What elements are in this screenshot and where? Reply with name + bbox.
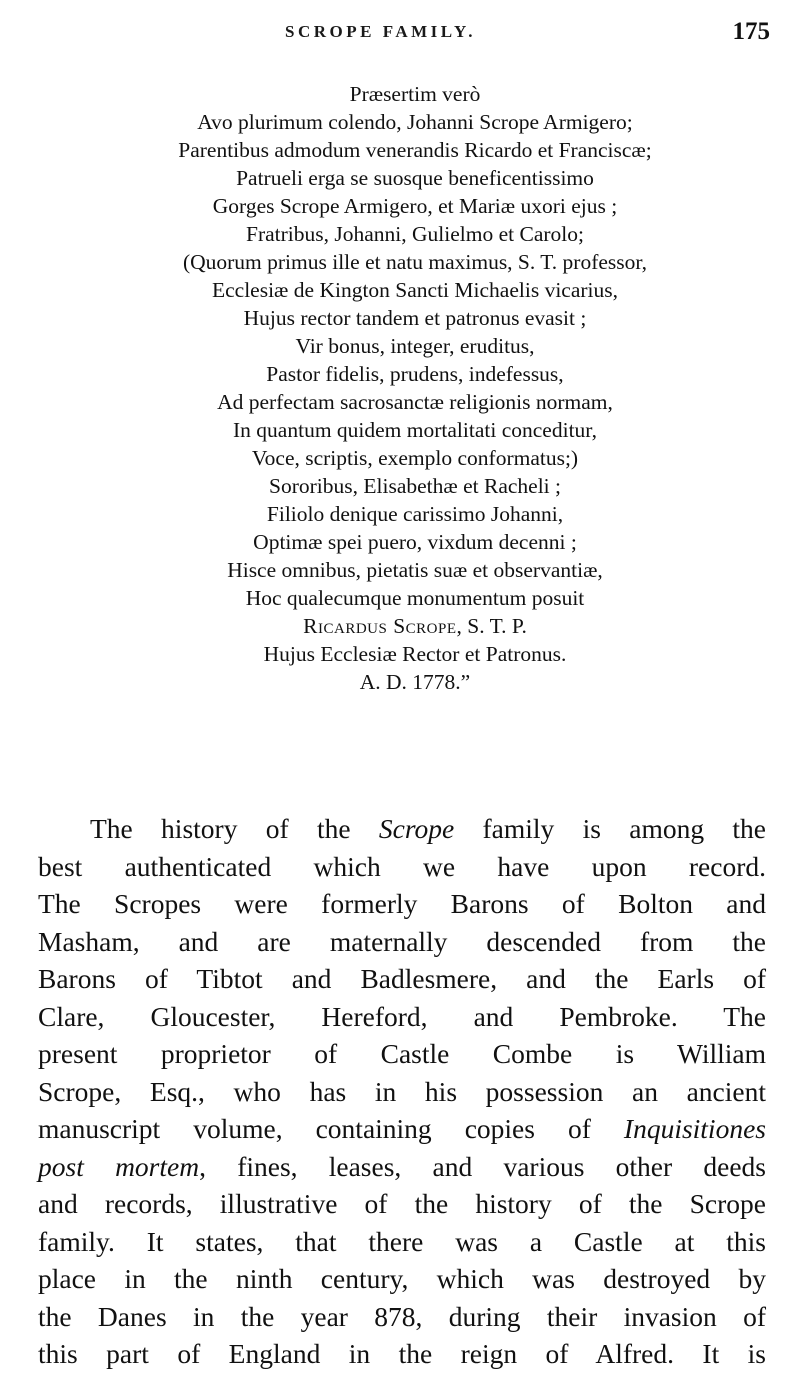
inscription-signature-title: Hujus Ecclesiæ Rector et Patronus. — [263, 642, 567, 666]
body-line: The Scropes were formerly Barons of Bolton and — [38, 888, 766, 919]
inscription-line: Hoc qualecumque monumentum posuit — [245, 586, 585, 610]
body-line: Scrope, Esq., who has in his possession an ancient — [38, 1075, 766, 1107]
inscription-line: (Quorum primus ille et natu maximus, S. T. professor, — [182, 250, 648, 274]
body-line — [38, 810, 766, 848]
italic-run: Inquisitiones — [623, 1113, 766, 1144]
body-line: present proprietor of Castle Combe is William — [38, 1038, 766, 1069]
body-line: and records, illustrative of the history of the Scrope — [38, 1188, 766, 1219]
text-run: family is among the — [454, 813, 766, 844]
inscription-line: Sororibus, Elisabethæ et Racheli ; — [269, 474, 561, 498]
italic-run: Scrope — [378, 813, 455, 844]
body-line: best authenticated which we have upon record. — [38, 850, 766, 882]
inscription-line: Parentibus admodum venerandis Ricardo et Franciscæ; — [178, 138, 652, 162]
inscription-line: Filiolo denique carissimo Johanni, — [266, 502, 564, 526]
body-line: Barons of Tibtot and Badlesmere, and the Earls of — [38, 963, 766, 994]
text-run: The history of the — [90, 813, 379, 844]
inscription-line: Præsertim verò — [349, 82, 481, 106]
inscription-line: Avo plurimum colendo, Johanni Scrope Armigero; — [197, 110, 633, 134]
inscription-line: Ad perfectam sacrosanctæ religionis normam, — [217, 390, 613, 414]
body-line: Masham, and are maternally descended from the — [38, 925, 766, 957]
inscription-line: Optimæ spei puero, vixdum decenni ; — [253, 530, 577, 554]
body-line: place in the ninth century, which was destroyed by — [38, 1263, 766, 1294]
inscription-line: Hisce omnibus, pietatis suæ et observantiæ, — [227, 558, 603, 582]
inscription-line: Pastor fidelis, prudens, indefessus, — [266, 362, 564, 386]
running-head — [0, 18, 800, 48]
body-line — [38, 1148, 766, 1186]
inscription-line: In quantum quidem mortalitati conceditur, — [233, 418, 597, 442]
body-line: this part of England in the reign of Alfred. It is — [38, 1338, 766, 1369]
signature-name: Ricardus Scrope — [303, 614, 457, 638]
body-paragraph — [38, 810, 766, 1373]
inscription-line: Vir bonus, integer, eruditus, — [295, 334, 535, 358]
inscription-line: Patrueli erga se suosque beneficentissimo — [236, 166, 594, 190]
body-line: the Danes in the year 878, during their invasion of — [38, 1300, 766, 1332]
italic-run: post mortem — [38, 1150, 200, 1182]
text-run: manuscript volume, containing copies of — [38, 1113, 624, 1144]
running-title: SCROPE FAMILY. — [285, 22, 477, 41]
body-line — [38, 1110, 766, 1148]
signature-suffix: , S. T. P. — [456, 614, 527, 638]
inscription-line: Ecclesiæ de Kington Sancti Michaelis vicarius, — [211, 278, 618, 302]
inscription — [90, 80, 740, 696]
inscription-line: Gorges Scrope Armigero, et Mariæ uxori ejus ; — [212, 194, 618, 218]
inscription-date: A. D. 1778.” — [359, 670, 471, 694]
inscription-line: Voce, scriptis, exemplo conformatus;) — [251, 446, 579, 470]
body-line: Clare, Gloucester, Hereford, and Pembroke. The — [38, 1000, 766, 1032]
page-number: 175 — [732, 18, 770, 45]
text-run: , fines, leases, and various other deeds — [199, 1150, 766, 1182]
body-line: family. It states, that there was a Castle at this — [38, 1225, 766, 1257]
inscription-signature — [90, 612, 740, 640]
inscription-line: Hujus rector tandem et patronus evasit ; — [243, 306, 587, 330]
inscription-line: Fratribus, Johanni, Gulielmo et Carolo; — [246, 222, 584, 246]
